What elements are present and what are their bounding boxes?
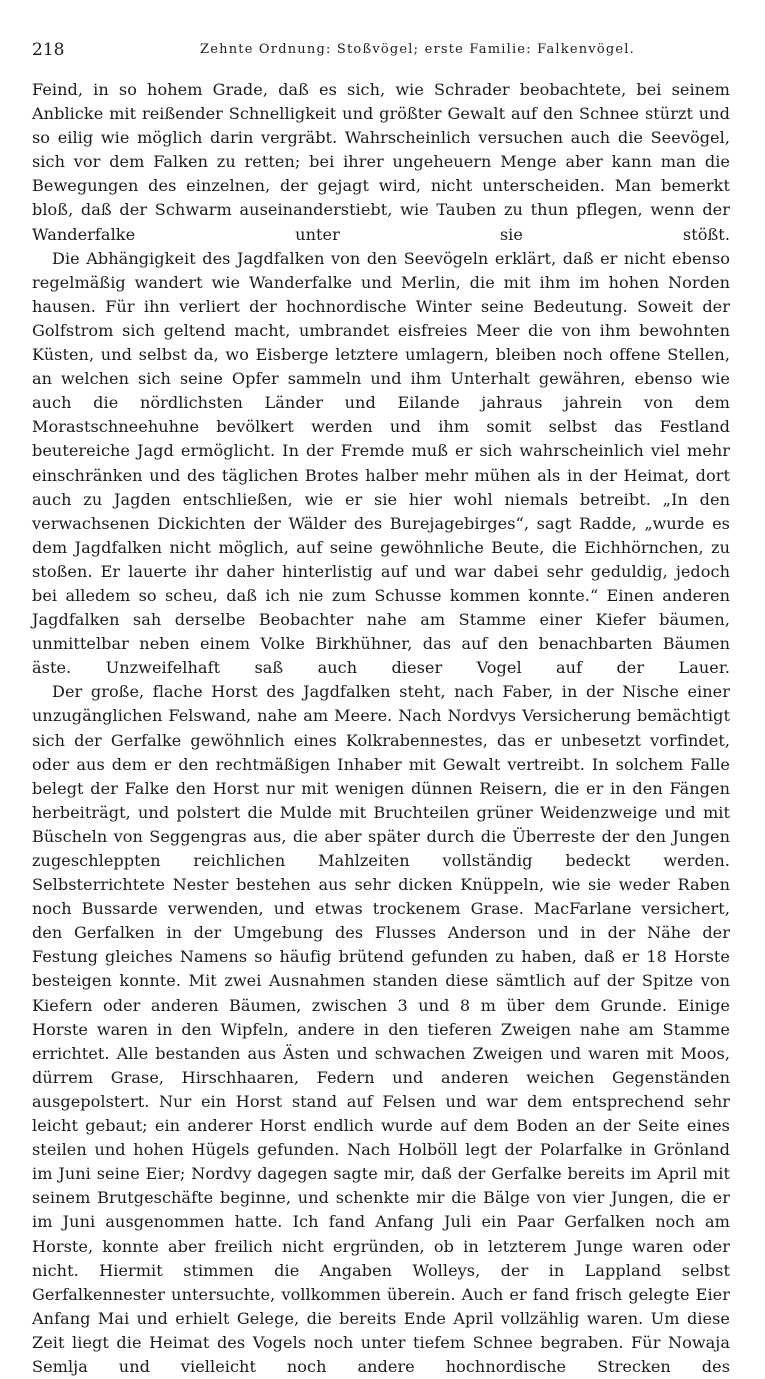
paragraph-nest: Der große, flache Horst des Jagdfalken steht, nach Faber, in der Nische einer unzugänglichen Felswand, nahe am Meere. Nach Nordvys Versicherung bemächtigt sich der Gerfalke gewöhnlich eines Kolkrabennestes, das er unbesetzt vorfindet, oder aus dem er den rechtmäßigen Inhaber mit Gewalt vertreibt. In solchem Falle belegt der Falke den Horst nur mit wenigen dünnen Reisern, die er in den Fängen herbeiträgt, und polstert die Mulde mit Bruchteilen grüner Weidenzweige und mit Büscheln von Seggengras aus, die aber später durch die Überreste der den Jungen zugeschleppten reichlichen Mahlzeiten vollständig bedeckt werden. Selbsterrichtete Nester bestehen aus sehr dicken Knüppeln, wie sie weder Raben noch Bussarde verwenden, und etwas trockenem Grase. MacFarlane versichert, den Gerfalken in der Umgebung des Flusses Anderson und in der Nähe der Festung gleiches Namens so häufig brütend gefunden zu haben, daß er 18 Horste besteigen konnte. Mit zwei Ausnahmen standen diese sämtlich auf der Spitze von Kiefern oder anderen Bäumen, zwischen 3 und 8 m über dem Grunde. Einige Horste waren in den Wipfeln, andere in den tieferen Zweigen nahe am Stamme errichtet. Alle bestanden aus Ästen und schwachen Zweigen und waren mit Moos, dürrem Grase, Hirschhaaren, Federn und anderen weichen Gegenständen ausgepolstert. Nur ein Horst stand auf Felsen und war dem entsprechend sehr leicht gebaut; ein anderer Horst endlich wurde auf dem Boden an der Seite eines steilen und hohen Hügels gefunden. Nach Holböll legt der Polarfalke in Grönland im Juni seine Eier; Nordvy dagegen sagte mir, daß der Gerfalke bereits im April mit seinem Brutgeschäfte beginne, und schenkte mir die Bälge von vier Jungen, die er im Juni ausgenommen hatte. Ich fand Anfang Juli ein Paar Gerfalken noch am Horste, konnte aber freilich nicht ergründen, ob in letzterem Junge waren oder nicht. Hiermit stimmen die Angaben Wolleys, der in Lappland selbst Gerfalkennester untersuchte, vollkommen überein. Auch er fand frisch gelegte Eier Anfang Mai und erhielt Gelege, die bereits Ende April vollzählig waren. Um diese Zeit liegt die Heimat des Vogels noch unter tiefem Schnee begraben. Für Nowaja Semlja und vielleicht noch andere hochnordische Strecken des — [32, 682, 730, 1376]
running-head: Zehnte Ordnung: Stoßvögel; erste Familie: Falkenvögel. — [200, 42, 635, 57]
paragraph-seabird-dependence: Die Abhängigkeit des Jagdfalken von den Seevögeln erklärt, daß er nicht ebenso regelmäßig wandert wie Wanderfalke und Merlin, die mit ihm im hohen Norden hausen. Für ihn verliert der hochnordische Winter seine Bedeutung. Soweit der Golfstrom sich geltend macht, umbrandet eisfreies Meer die von ihm bewohnten Küsten, und selbst da, wo Eisberge letztere umlagern, bleiben noch offene Stellen, an welchen sich seine Opfer sammeln und ihm Unterhalt gewähren, ebenso wie auch die nördlichsten Länder und Eilande jahraus jahrein von dem Morastschneehuhne bevölkert werden und ihm somit selbst das Festland beutereiche Jagd ermöglicht. In der Fremde muß er sich wahrscheinlich viel mehr einschränken und des täglichen Brotes halber mehr mühen als in der Heimat, dort auch zu Jagden entschließen, wie er sie hier wohl niemals betreibt. „In den verwachsenen Dickichten der Wälder des Burejagebirges“, sagt Radde, „wurde es dem Jagdfalken nicht möglich, auf seine gewöhnliche Beute, die Eichhörnchen, zu stoßen. Er lauerte ihr daher hinterlistig auf und war dabei sehr geduldig, jedoch bei alledem so scheu, daß ich nie zum Schusse kommen konnte.“ Einen anderen Jagdfalken sah derselbe Beobachter nahe am Stamme einer Kiefer bäumen, unmittelbar neben einem Volke Birkhühner, das auf den benachbarten Bäumen äste. Unzweifelhaft saß auch dieser Vogel auf der Lauer. — [32, 248, 730, 678]
paragraph-falcon-prey: Feind, in so hohem Grade, daß es sich, wie Schrader beobachtete, bei seinem Anblicke mit reißender Schnelligkeit und größter Gewalt auf den Schnee stürzt und so eilig wie möglich darin vergräbt. Wahrscheinlich versuchen auch die Seevögel, sich vor dem Falken zu retten; bei ihrer ungeheuern Menge aber kann man die Bewegungen des einzelnen, der gejagt wird, nicht unterscheiden. Man bemerkt bloß, daß der Schwarm auseinanderstiebt, wie Tauben zu thun pflegen, wenn der Wanderfalke unter sie stößt. — [32, 80, 730, 244]
page-body — [32, 78, 730, 1379]
page-header — [32, 40, 733, 66]
page-number: 218 — [32, 40, 65, 60]
